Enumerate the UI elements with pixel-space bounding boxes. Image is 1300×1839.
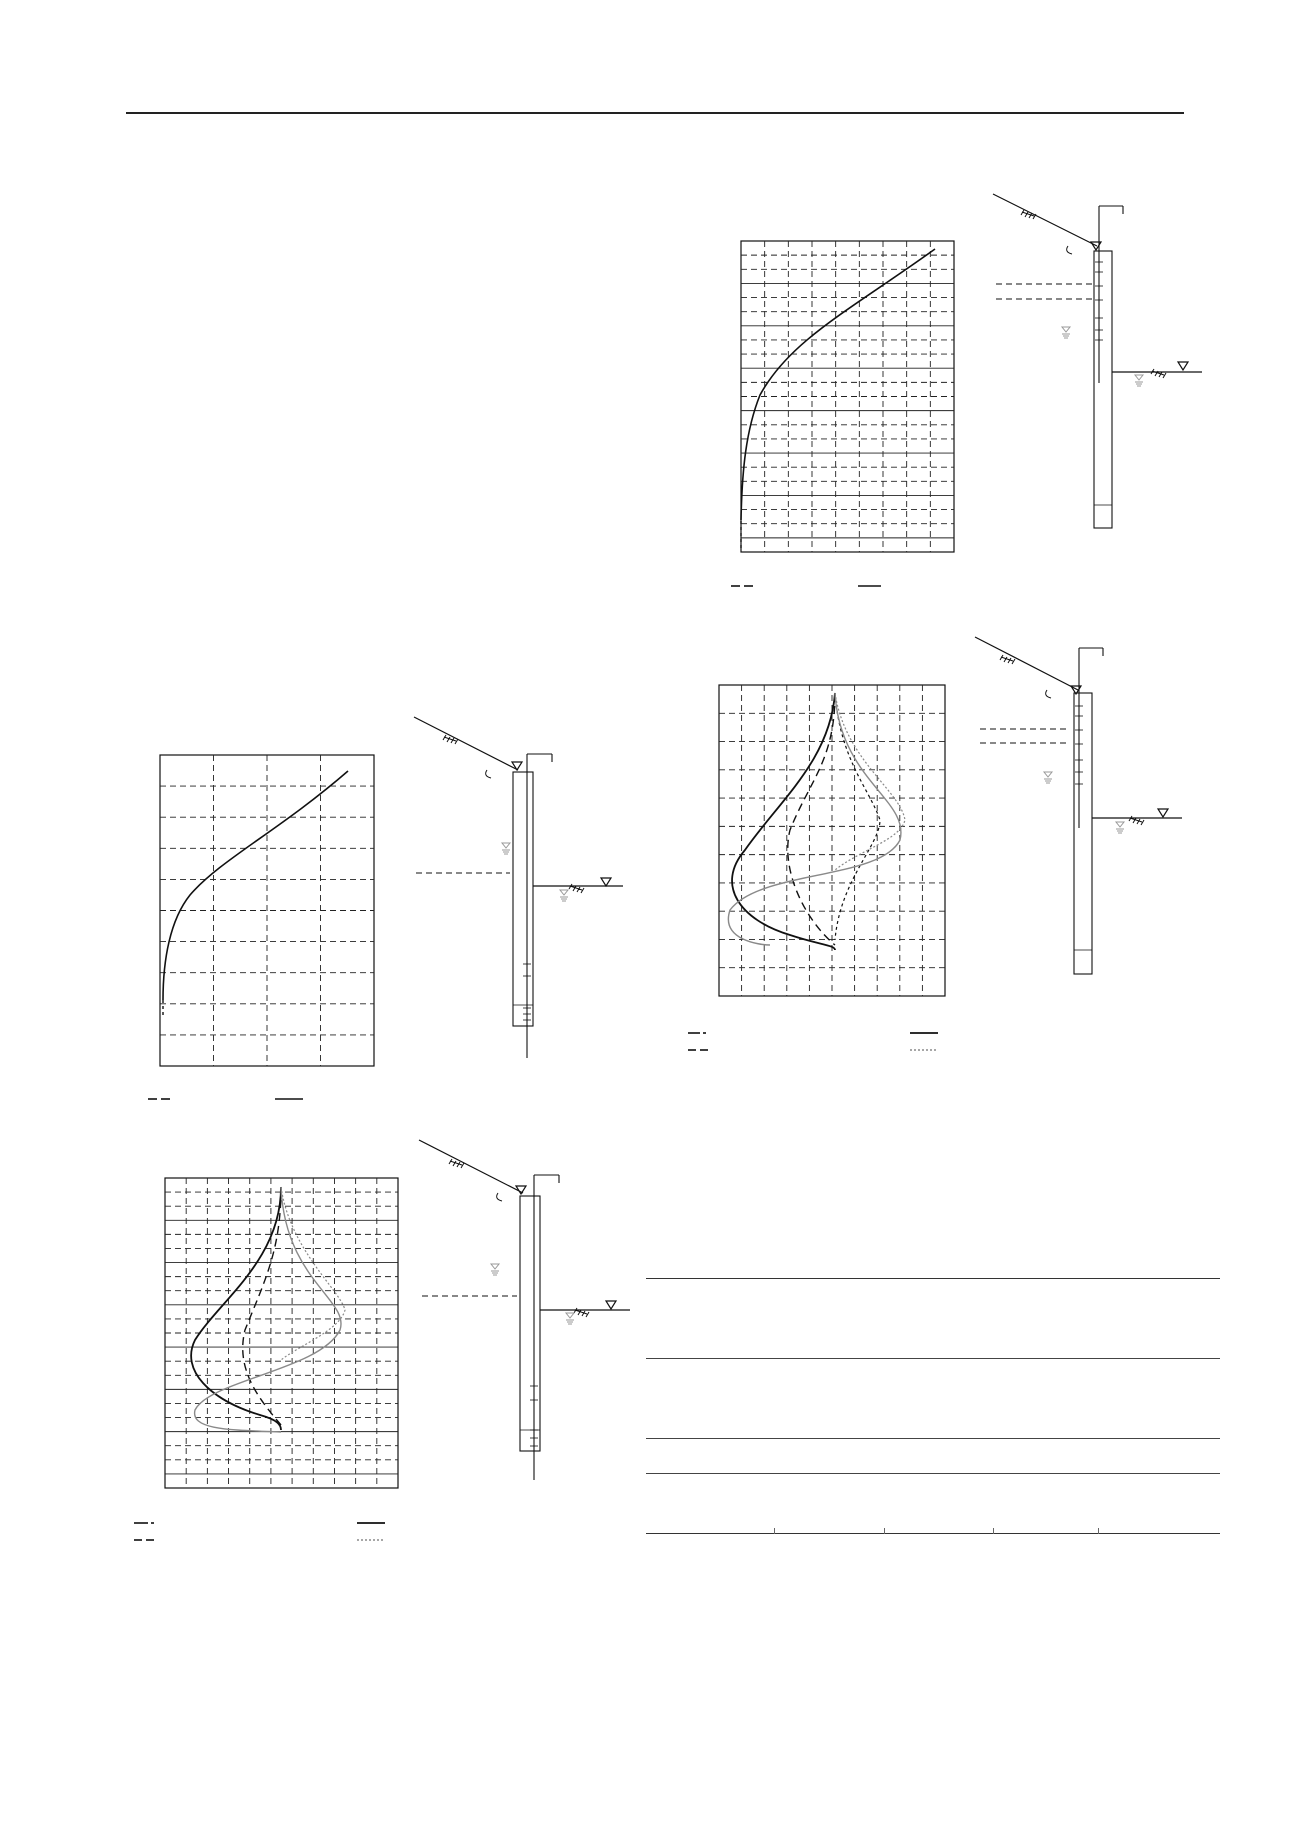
table-col-tick [1098,1528,1099,1534]
schematic-top-right [993,194,1202,528]
table-top-rule [646,1278,1220,1279]
table-col-tick [774,1528,775,1534]
chart-middle-left [148,755,374,1099]
schematic-middle-right [975,637,1182,974]
chart-top-right [731,241,954,586]
data-table [646,1278,1220,1534]
chart-middle-right [688,685,945,1050]
legend-bottom-left [134,1523,385,1540]
table-row-rule [646,1438,1220,1439]
legend-middle-right [688,1033,938,1050]
table-col-tick [884,1528,885,1534]
series-solid-curve [741,249,935,520]
series-dotted-gray [835,693,905,870]
table-col-tick [993,1528,994,1534]
table-header-rule [646,1358,1220,1359]
series-dashed-black [788,693,835,945]
table-bottom-rule [646,1533,1220,1534]
chart-bottom-left [134,1178,398,1540]
series-solid-black [191,1187,281,1430]
schematic-bottom-left [419,1140,630,1480]
schematic-middle-left [414,717,623,1058]
series-solid-gray [728,693,901,945]
table-row-rule [646,1473,1220,1474]
